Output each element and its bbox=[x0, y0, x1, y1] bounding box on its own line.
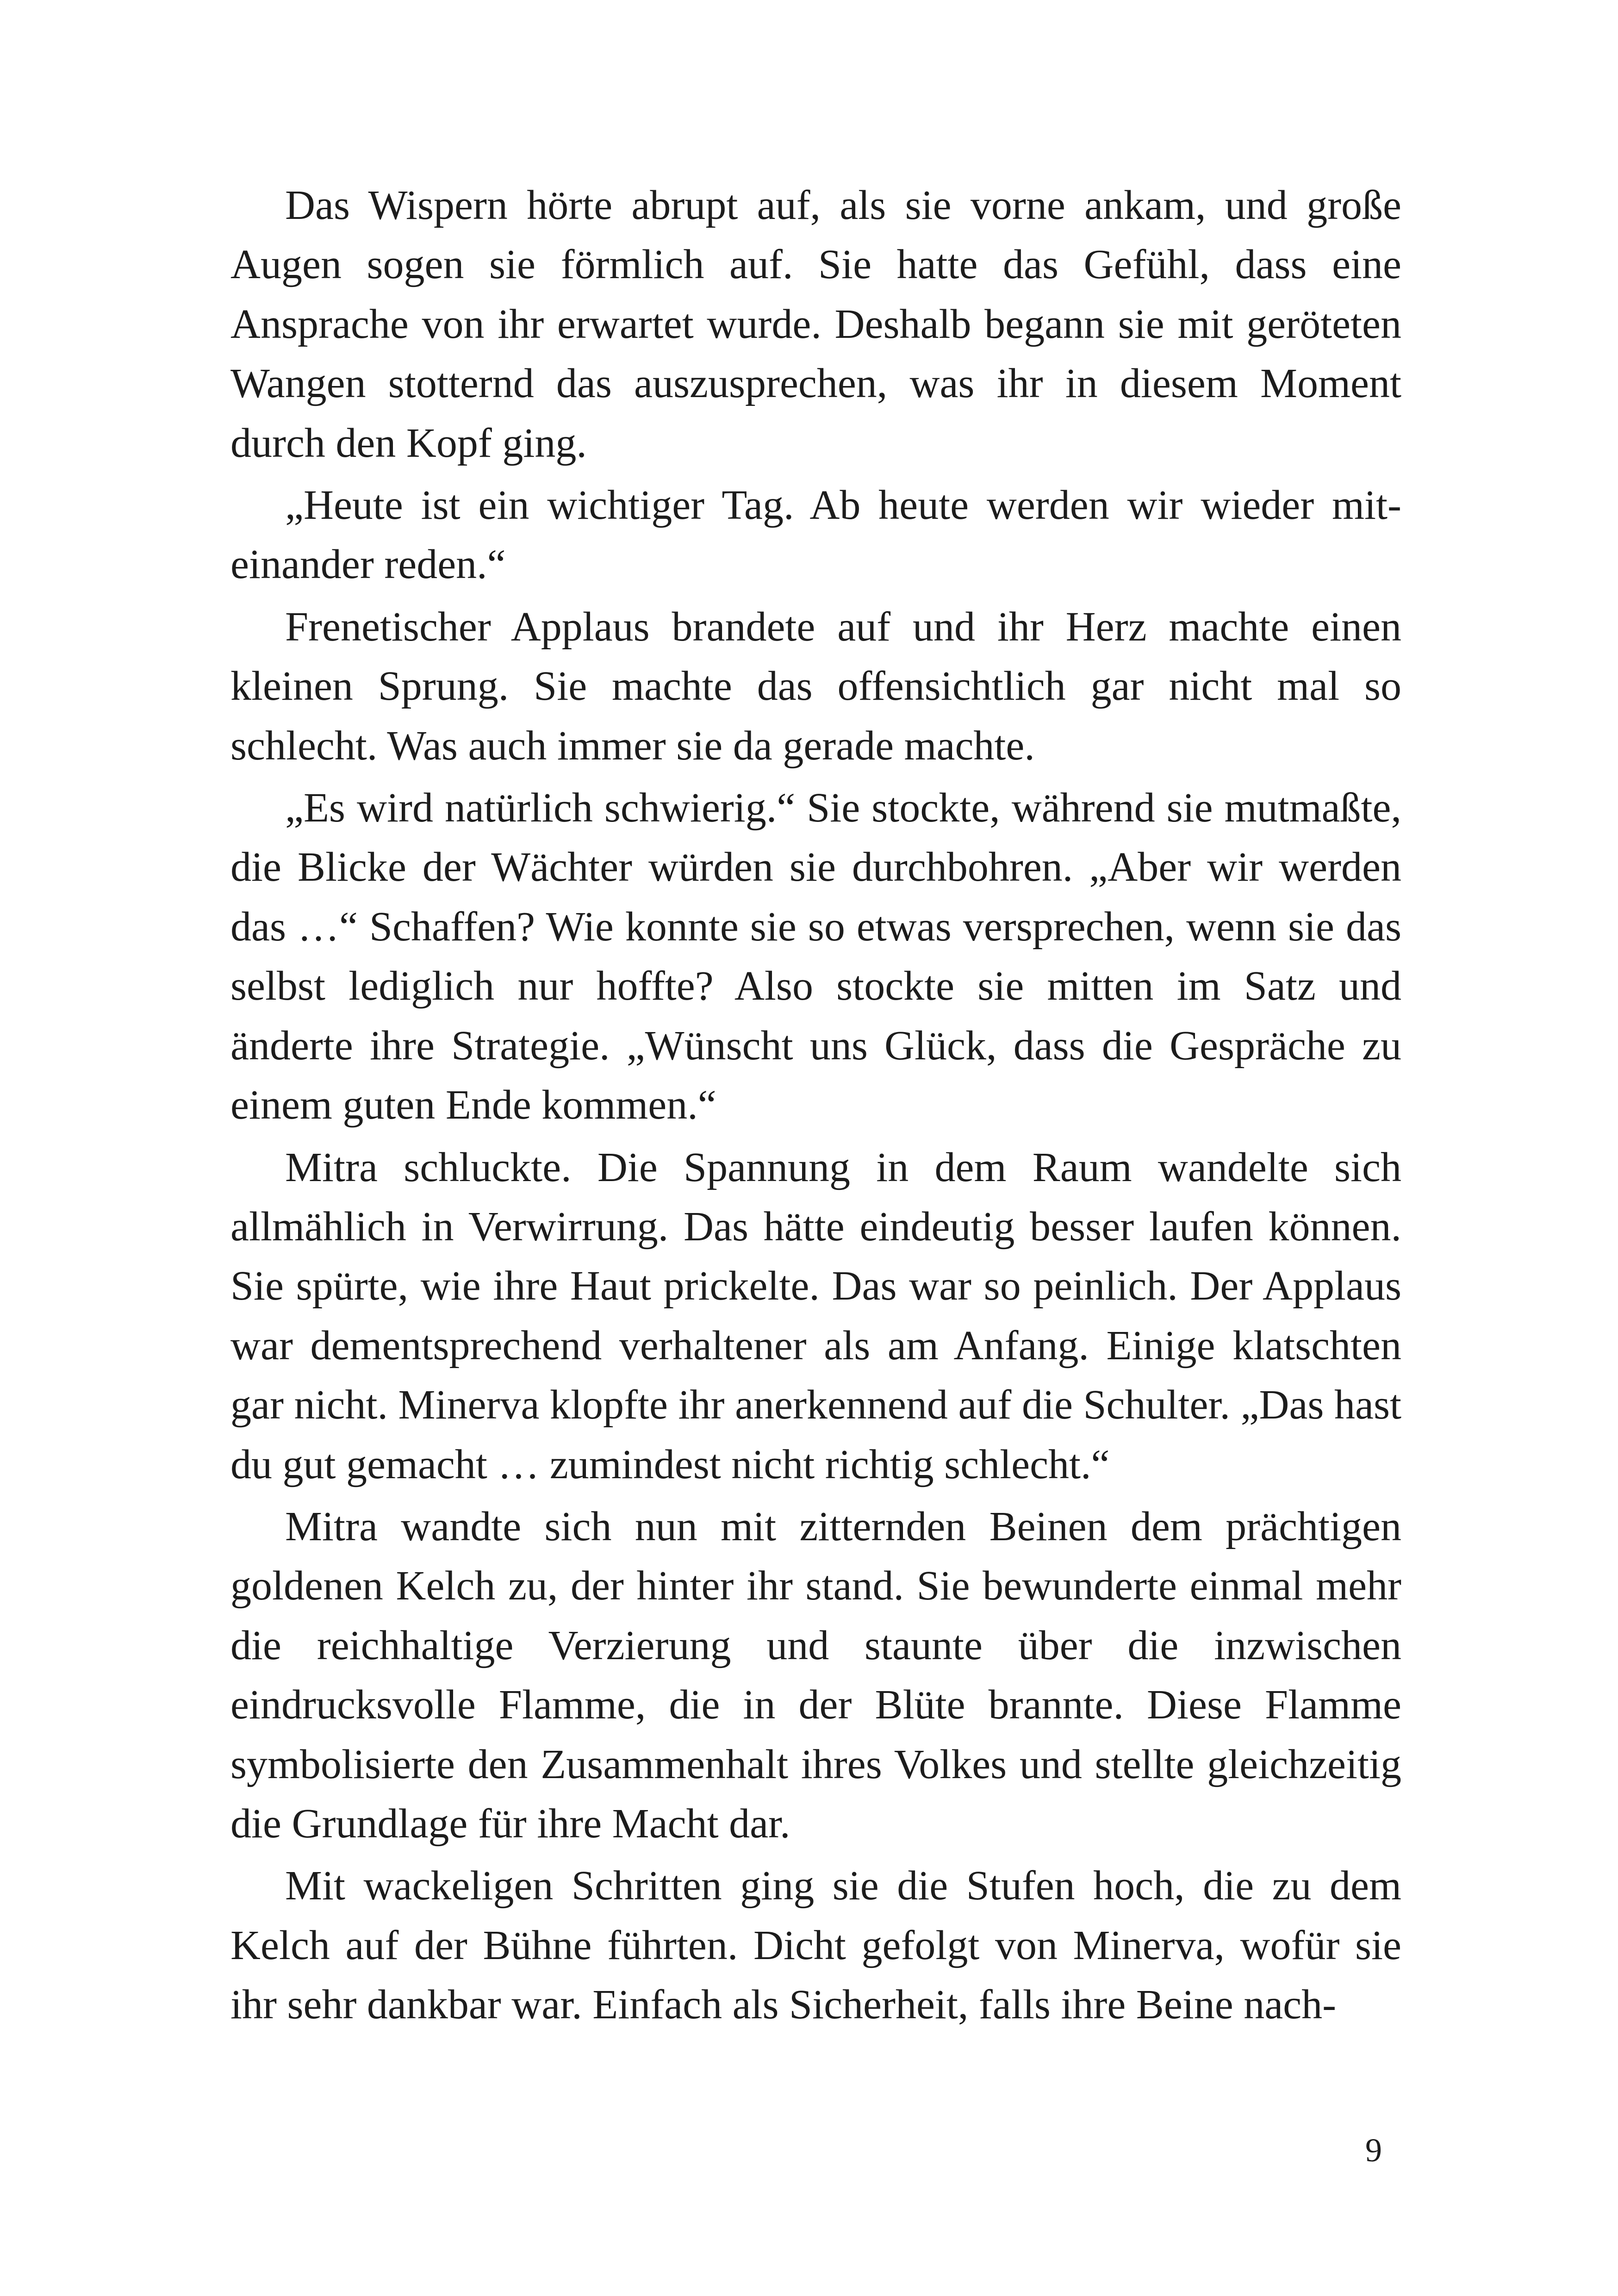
paragraph-6: Mitra wandte sich nun mit zitternden Beinen dem prächtigen goldenen Kelch zu, der hinter ihr stand. Sie bewunderte einmal mehr die reichhaltige Verzierung und staunte über die inzwischen eindrucksvolle Flamme, die in der Blüte brannte. Diese Flamme symbolisierte den Zusammenhalt ihres Volkes und stellte gleichzeitig die Grundlage für ihre Macht dar. bbox=[230, 1503, 1401, 1847]
page-number: 9 bbox=[1365, 2132, 1382, 2169]
paragraph-4: „Es wird natürlich schwierig.“ Sie stockte, während sie mutmaßte, die Blicke der Wächter würden sie durchbohren. „Aber wir werden das …“ Schaffen? Wie konnte sie so etwas versprechen, wenn sie das selbst lediglich nur hoffte? Also stockte sie mitten im Satz und änderte ihre Strategie. „Wünscht uns Glück, dass die Gespräche zu einem guten Ende kommen.“ bbox=[230, 785, 1401, 1128]
paragraph-2: „Heute ist ein wichtiger Tag. Ab heute werden wir wieder miteinander reden.“ bbox=[230, 482, 1401, 588]
paragraph-1: Das Wispern hörte abrupt auf, als sie vorne ankam, und große Augen sogen sie förmlich auf. Sie hatte das Gefühl, dass eine Ansprache von ihr erwartet wurde. Deshalb begann sie mit geröteten Wangen stotternd das auszusprechen, was ihr in diesem Moment durch den Kopf ging. bbox=[230, 182, 1401, 466]
paragraph-5: Mitra schluckte. Die Spannung in dem Raum wandelte sich allmählich in Verwirrung. Das hätte eindeutig besser laufen können. Sie spürte, wie ihre Haut prickelte. Das war so peinlich. Der Applaus war dementsprechend verhaltener als am Anfang. Einige klatschten gar nicht. Minerva klopfte ihr anerkennend auf die Schulter. „Das hast du gut gemacht … zumindest nicht richtig schlecht.“ bbox=[230, 1144, 1401, 1487]
paragraph-7: Mit wackeligen Schritten ging sie die Stufen hoch, die zu dem Kelch auf der Bühne führten. Dicht gefolgt von Minerva, wofür sie ihr sehr dankbar war. Einfach als Sicherheit, falls ihre Beine nach- bbox=[230, 1863, 1401, 2028]
body-text bbox=[230, 176, 1401, 2035]
paragraph-3: Frenetischer Applaus brandete auf und ihr Herz machte einen kleinen Sprung. Sie machte das offensichtlich gar nicht mal so schlecht. Was auch immer sie da gerade machte. bbox=[230, 604, 1401, 769]
